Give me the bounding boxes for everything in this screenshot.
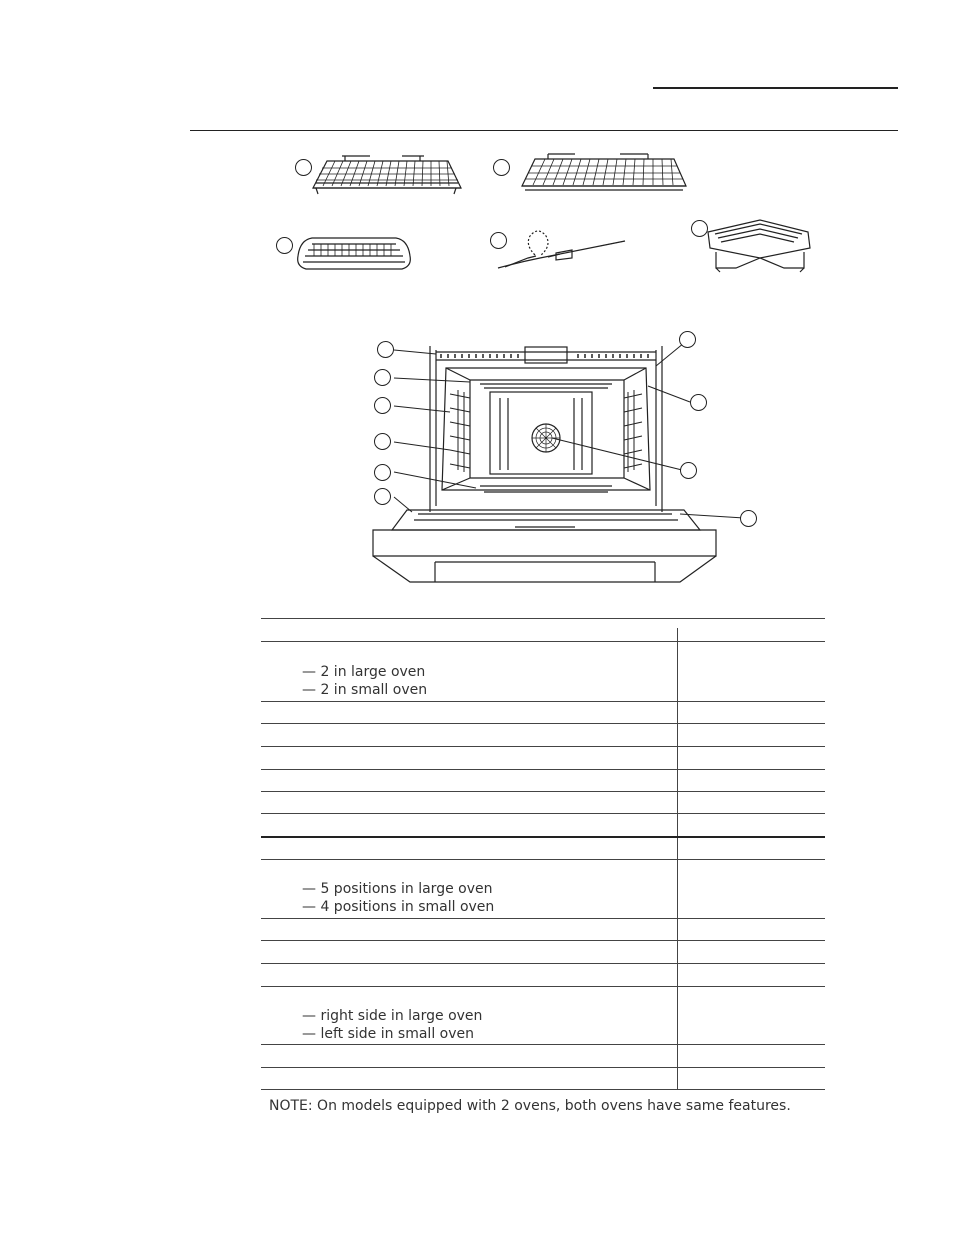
row-8-sub-2: — 4 positions in small oven xyxy=(302,899,495,915)
callout-oven-light xyxy=(679,331,696,348)
row-8-sub-1: — 5 positions in large oven xyxy=(302,881,493,897)
row-divider xyxy=(261,723,825,724)
row-divider xyxy=(261,918,825,919)
row-divider xyxy=(261,859,825,860)
table-note: NOTE: On models equipped with 2 ovens, both ovens have same features. xyxy=(269,1098,791,1114)
callout-convection-fan xyxy=(680,462,697,479)
row-divider xyxy=(261,836,825,838)
table-top-rule xyxy=(261,618,825,619)
callout-vent xyxy=(377,341,394,358)
callout-probe-outlet xyxy=(690,394,707,411)
table-header-rule xyxy=(261,641,825,642)
row-divider xyxy=(261,746,825,747)
row-divider xyxy=(261,769,825,770)
row-divider xyxy=(261,813,825,814)
row-divider xyxy=(261,1044,825,1045)
row-11-sub-1: — right side in large oven xyxy=(302,1008,483,1024)
row-divider xyxy=(261,1067,825,1068)
row-divider xyxy=(261,963,825,964)
callout-bake-element xyxy=(374,464,391,481)
callout-broil-element xyxy=(374,369,391,386)
row-1-sub-1: — 2 in large oven xyxy=(302,664,426,680)
table-bottom-rule xyxy=(261,1089,825,1090)
callout-rack-positions xyxy=(374,433,391,450)
row-11-sub-2: — left side in small oven xyxy=(302,1026,474,1042)
callout-door xyxy=(740,510,757,527)
row-divider xyxy=(261,940,825,941)
callout-rack-supports xyxy=(374,397,391,414)
row-divider xyxy=(261,701,825,702)
row-divider xyxy=(261,986,825,987)
callout-door-gasket xyxy=(374,488,391,505)
row-1-sub-2: — 2 in small oven xyxy=(302,682,428,698)
row-divider xyxy=(261,791,825,792)
